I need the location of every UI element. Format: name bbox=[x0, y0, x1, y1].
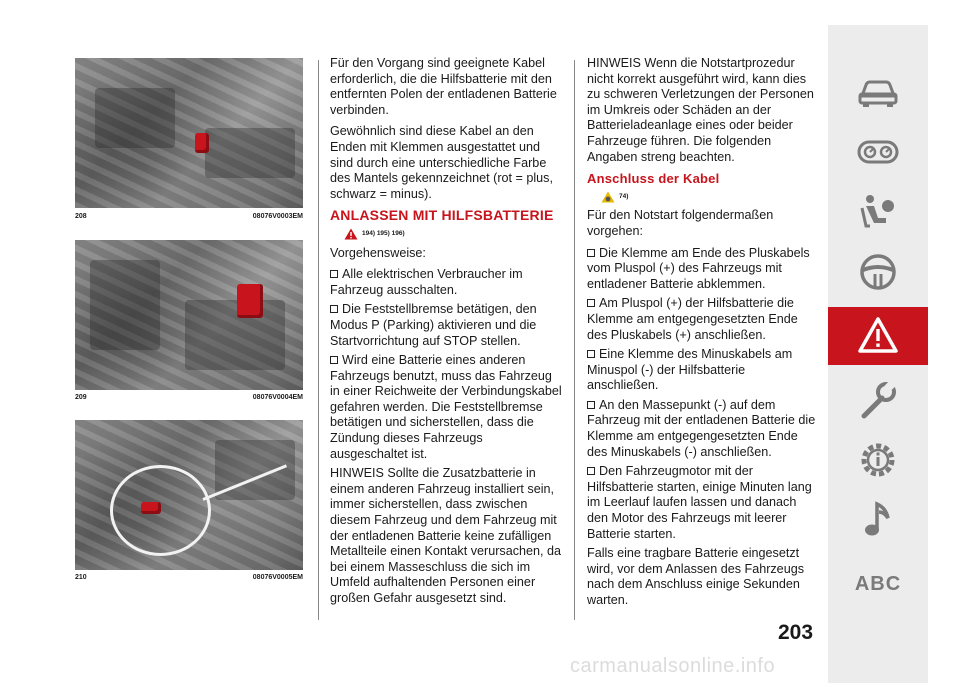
gear-info-icon bbox=[856, 438, 900, 482]
chapter-sidebar bbox=[828, 25, 928, 683]
sidebar-item-safety[interactable] bbox=[828, 183, 928, 241]
column-divider bbox=[318, 60, 319, 620]
checkbox-bullet-icon bbox=[587, 467, 595, 475]
paragraph: Gewöhnlich sind diese Kabel an den Enden mit Klemmen ausgestattet und sind durch eine unterschiedliche Farbe des Mantels gekennzeichnet (rot = plus, schwarz = minus). bbox=[330, 124, 553, 201]
caution-hand-icon bbox=[601, 191, 615, 203]
checkbox-bullet-icon bbox=[330, 356, 338, 364]
warning-refs: 194) 195) 196) bbox=[362, 229, 405, 237]
sidebar-item-car[interactable] bbox=[828, 63, 928, 121]
list-item: Die Klemme am Ende des Pluskabels vom Pluspol (+) des Fahrzeugs mit entladener Batterie abklemmen. bbox=[587, 245, 810, 291]
figure-number: 210 bbox=[75, 574, 87, 581]
dashboard-gauges-icon bbox=[856, 130, 900, 174]
figure-code: 08076V0004EM bbox=[252, 394, 303, 401]
figure-209-image bbox=[75, 240, 303, 390]
sidebar-item-maintenance[interactable] bbox=[828, 371, 928, 429]
warning-reference bbox=[344, 226, 562, 242]
note-paragraph: HINWEIS Wenn die Notstartprozedur nicht korrekt ausgeführt wird, kann dies zu schweren Verletzungen der Personen im Umkreis oder Schäden an der Batterieladeanlage eines oder beider Fahrzeuge führen. Die folgenden Angaben streng beachten. bbox=[587, 56, 814, 164]
checkbox-bullet-icon bbox=[587, 299, 595, 307]
airbag-seat-icon bbox=[856, 190, 900, 234]
sidebar-item-multimedia[interactable] bbox=[828, 491, 928, 549]
steering-wheel-icon bbox=[856, 250, 900, 294]
figure-210-image bbox=[75, 420, 303, 570]
list-item: Den Fahrzeugmotor mit der Hilfsbatterie starten, einige Minuten lang im Leerlauf laufen lassen und danach den Motor des Fahrzeugs mit leerer Batterie starten. bbox=[587, 464, 812, 541]
sidebar-item-dashboard[interactable] bbox=[828, 123, 928, 181]
caution-refs: 74) bbox=[619, 192, 629, 200]
list-item: An den Massepunkt (-) auf dem Fahrzeug mit der entladenen Batterie die Klemme am entgegengesetzten Ende des Minuskabels (-) anschließen. bbox=[587, 397, 816, 459]
figure-code: 08076V0003EM bbox=[252, 213, 303, 220]
figure-210-caption bbox=[75, 574, 303, 581]
text-column-2 bbox=[587, 56, 819, 615]
list-item: Wird eine Batterie eines anderen Fahrzeugs benutzt, muss das Fahrzeug in einer Reichweite der Verbindungskabel gefahren werden. Die Feststellbremse betätigen und sicherstellen, dass die Zündung dieses Fahrzeugs ausgeschaltet ist. bbox=[330, 353, 562, 461]
caution-reference bbox=[601, 189, 819, 205]
list-item: Am Pluspol (+) der Hilfsbatterie die Klemme am entgegengesetzten Ende des Pluskabels (+) anschließen. bbox=[587, 296, 798, 342]
sidebar-item-emergency[interactable] bbox=[828, 307, 928, 365]
page-number: 203 bbox=[778, 621, 814, 644]
figure-number: 208 bbox=[75, 213, 87, 220]
watermark: carmanualsonline.info bbox=[570, 655, 776, 677]
car-icon bbox=[856, 70, 900, 114]
list-item: Eine Klemme des Minuskabels am Minuspol (-) der Hilfsbatterie anschließen. bbox=[587, 347, 793, 393]
checkbox-bullet-icon bbox=[587, 350, 595, 358]
warning-triangle-icon bbox=[344, 228, 358, 240]
section-heading: ANLASSEN MIT HILFSBATTERIE bbox=[330, 207, 554, 224]
figure-208-image bbox=[75, 58, 303, 208]
paragraph: Für den Vorgang sind geeignete Kabel erforderlich, die die Hilfsbatterie mit den entfernten Polen der entladenen Batterie verbinden. bbox=[330, 56, 557, 117]
wrench-icon bbox=[856, 378, 900, 422]
sidebar-item-technical-data[interactable] bbox=[828, 431, 928, 489]
sidebar-item-driving[interactable] bbox=[828, 243, 928, 301]
list-item: Die Feststellbremse betätigen, den Modus P (Parking) aktivieren und die Startvorrichtung auf STOP stellen. bbox=[330, 302, 537, 348]
checkbox-bullet-icon bbox=[330, 305, 338, 313]
note-paragraph: HINWEIS Sollte die Zusatzbatterie in einem anderen Fahrzeug installiert sein, immer sicherstellen, dass zwischen diesem Fahrzeug und dem Fahrzeug mit der entladenen Batterie keine zufälligen Metallteile einen Kontakt verursachen, da bei einem Masseschluss die sich im Umfeld aufhaltenden Personen einer großen Gefahr ausgesetzt sind. bbox=[330, 466, 562, 605]
music-note-icon bbox=[856, 498, 900, 542]
figure-208-caption bbox=[75, 213, 303, 220]
paragraph: Für den Notstart folgendermaßen vorgehen: bbox=[587, 208, 774, 238]
procedure-label: Vorgehensweise: bbox=[330, 245, 426, 260]
column-divider bbox=[574, 60, 575, 620]
checkbox-bullet-icon bbox=[587, 401, 595, 409]
list-item: Alle elektrischen Verbraucher im Fahrzeug ausschalten. bbox=[330, 267, 523, 297]
figure-code: 08076V0005EM bbox=[252, 574, 303, 581]
checkbox-bullet-icon bbox=[587, 249, 595, 257]
text-column-1 bbox=[330, 56, 562, 613]
section-heading: Anschluss der Kabel bbox=[587, 171, 720, 187]
paragraph: Falls eine tragbare Batterie eingesetzt wird, vor dem Anlassen des Fahrzeugs nach dem Anschluss einige Sekunden warten. bbox=[587, 546, 804, 607]
warning-triangle-icon bbox=[856, 314, 900, 358]
checkbox-bullet-icon bbox=[330, 270, 338, 278]
figure-number: 209 bbox=[75, 394, 87, 401]
figure-209-caption bbox=[75, 394, 303, 401]
sidebar-item-index[interactable]: ABC bbox=[854, 572, 902, 595]
